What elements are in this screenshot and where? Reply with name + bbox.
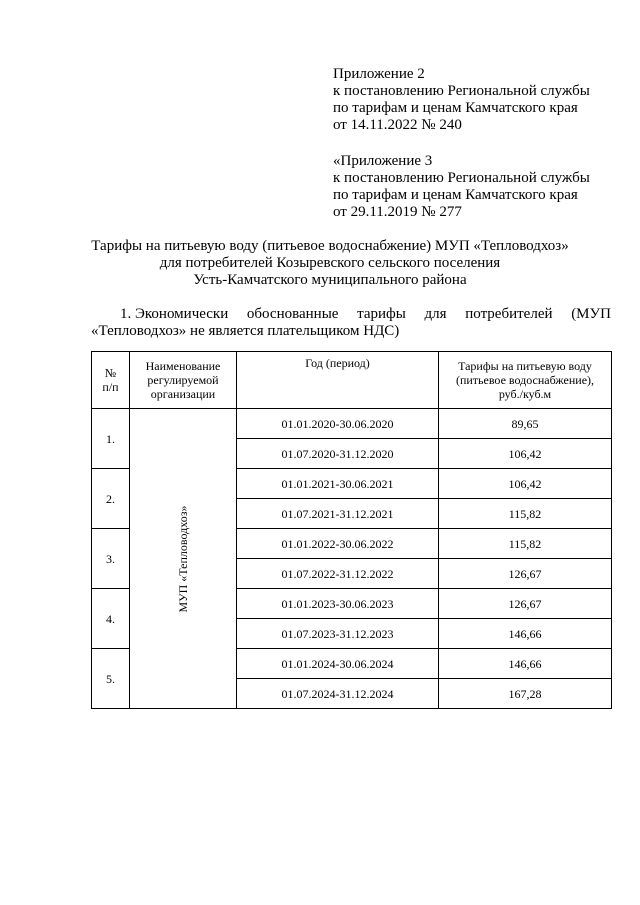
appendix-3-line: от 29.11.2019 № 277 (333, 204, 462, 220)
period-cell: 01.01.2022-30.06.2022 (237, 529, 439, 559)
period-cell: 01.07.2024-31.12.2024 (237, 679, 439, 709)
appendix-2-line: Приложение 2 (333, 66, 425, 82)
appendix-3-line: по тарифам и ценам Камчатского края (333, 187, 578, 203)
document-title (60, 238, 600, 289)
header-org: Наименование регулируемой организации (130, 352, 237, 409)
appendix-2-line: по тарифам и ценам Камчатского края (333, 100, 578, 116)
table-row (92, 409, 612, 439)
paragraph-word: обоснованные (246, 306, 339, 322)
organization-name: МУП «Тепловодхоз» (176, 504, 190, 613)
period-cell: 01.01.2021-30.06.2021 (237, 469, 439, 499)
header-tariff: Тарифы на питьевую воду (питьевое водоснабжение), руб./куб.м (439, 352, 612, 409)
period-cell: 01.07.2022-31.12.2022 (237, 559, 439, 589)
row-number: 4. (92, 589, 130, 649)
appendix-3-block (333, 153, 623, 221)
title-line: для потребителей Козыревского сельского поселения (159, 255, 501, 271)
table-header-row (92, 352, 612, 409)
appendix-3-line: «Приложение 3 (333, 153, 433, 169)
row-number: 2. (92, 469, 130, 529)
paragraph-1 (91, 306, 611, 340)
paragraph-word: (МУП (571, 306, 611, 322)
row-number: 3. (92, 529, 130, 589)
appendix-2-line: от 14.11.2022 № 240 (333, 117, 462, 133)
tariff-cell: 89,65 (439, 409, 612, 439)
tariff-cell: 115,82 (439, 529, 612, 559)
period-cell: 01.01.2020-30.06.2020 (237, 409, 439, 439)
appendix-2-block (333, 66, 623, 134)
tariff-table (91, 351, 612, 709)
row-number: 1. (92, 409, 130, 469)
period-cell: 01.01.2024-30.06.2024 (237, 649, 439, 679)
tariff-cell: 106,42 (439, 439, 612, 469)
tariff-cell: 146,66 (439, 619, 612, 649)
row-number: 5. (92, 649, 130, 709)
organization-cell (130, 409, 237, 709)
tariff-cell: 106,42 (439, 469, 612, 499)
paragraph-line-1 (91, 306, 611, 323)
paragraph-word: 1. Экономически (120, 306, 229, 322)
title-line: Усть-Камчатского муниципального района (193, 272, 467, 288)
paragraph-word: для (424, 306, 447, 322)
paragraph-word: потребителей (465, 306, 553, 322)
period-cell: 01.07.2023-31.12.2023 (237, 619, 439, 649)
header-num: № п/п (92, 352, 130, 409)
title-line: Тарифы на питьевую воду (питьевое водоснабжение) МУП «Тепловодхоз» (91, 238, 569, 254)
tariff-cell: 167,28 (439, 679, 612, 709)
tariff-cell: 126,67 (439, 559, 612, 589)
tariff-cell: 126,67 (439, 589, 612, 619)
tariff-cell: 115,82 (439, 499, 612, 529)
header-period: Год (период) (237, 352, 439, 409)
period-cell: 01.07.2021-31.12.2021 (237, 499, 439, 529)
paragraph-word: тарифы (357, 306, 406, 322)
period-cell: 01.01.2023-30.06.2023 (237, 589, 439, 619)
period-cell: 01.07.2020-31.12.2020 (237, 439, 439, 469)
appendix-3-line: к постановлению Региональной службы (333, 170, 590, 186)
tariff-cell: 146,66 (439, 649, 612, 679)
paragraph-line-2: «Тепловодхоз» не является плательщиком НДС) (91, 323, 400, 339)
appendix-2-line: к постановлению Региональной службы (333, 83, 590, 99)
